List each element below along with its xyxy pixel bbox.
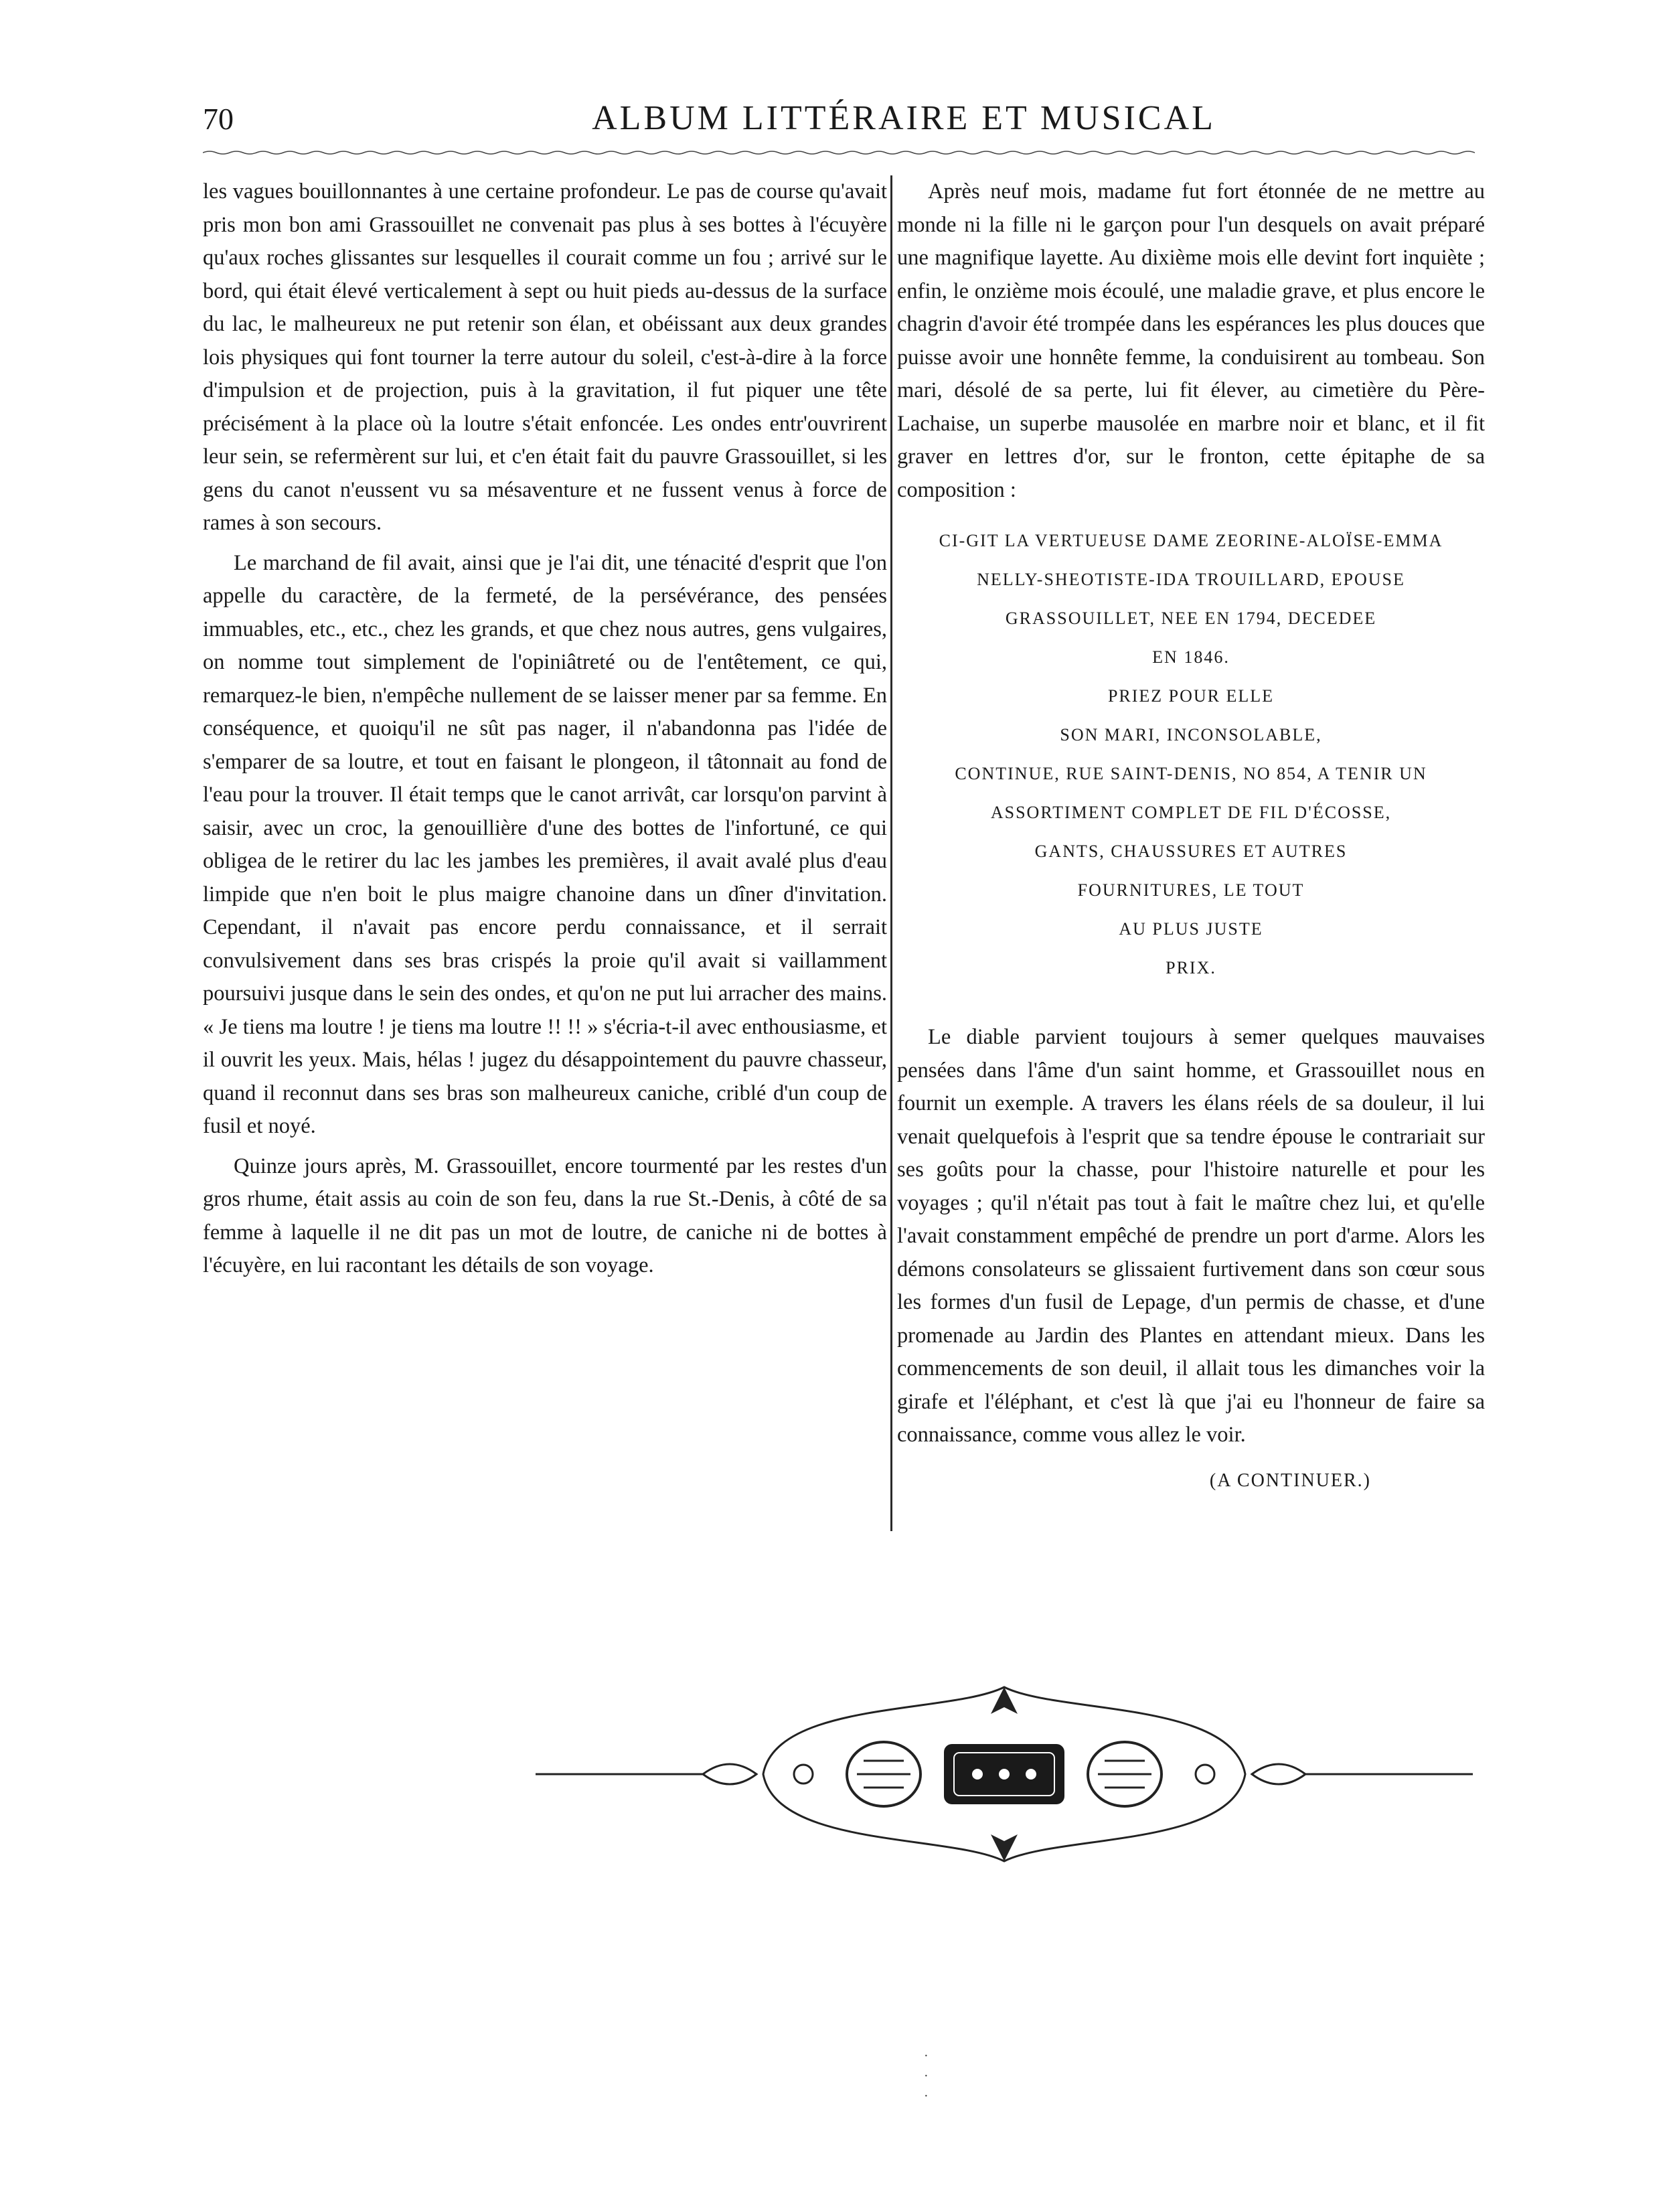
epitaph-line: PRIX. <box>1166 958 1216 977</box>
right-column <box>897 175 1485 1497</box>
epitaph-line: EN 1846. <box>1152 647 1230 667</box>
epitaph-line: CONTINUE, RUE SAINT-DENIS, NO 854, A TENIR UN <box>955 764 1427 783</box>
epitaph-line: GANTS, CHAUSSURES ET AUTRES <box>1034 842 1348 861</box>
epitaph <box>897 522 1485 988</box>
paragraph: Quinze jours après, M. Grassouillet, encore tourmenté par les restes d'un gros rhume, était assis au coin de son feu, dans la rue St.-Denis, à côté de sa femme à laquelle il ne dit pas un mot de loutre, de caniche ni de bottes à l'écuyère, en lui racontant les détails de son voyage. <box>203 1154 887 1277</box>
paragraph: Après neuf mois, madame fut fort étonnée de ne mettre au monde ni la fille ni le garçon pour l'un desquels on avait préparé une magnifique layette. Au dixième mois elle devint fort inquiète ; enfin, le onzième mois écoulé, une maladie grave, et plus encore le chagrin d'avoir été trompée dans les espérances les plus douces que puisse avoir une honnête femme, la conduisirent au tombeau. Son mari, désolé de sa perte, lui fit élever, au cimetière du Père-Lachaise, un superbe mausolée en marbre noir et blanc, et il fit graver en lettres d'or, sur le fronton, cette épitaphe de sa composition : <box>897 179 1485 502</box>
running-title: ALBUM LITTÉRAIRE ET MUSICAL <box>592 99 1216 137</box>
decorative-ornament-icon <box>536 1674 1473 1875</box>
epitaph-line: ASSORTIMENT COMPLET DE FIL D'ÉCOSSE, <box>990 803 1392 822</box>
print-speck: · <box>924 2089 929 2104</box>
print-speck: · <box>924 2069 929 2083</box>
paragraph: Le diable parvient toujours à semer quelques mauvaises pensées dans l'âme d'un saint homme, et Grassouillet nous en fournit un exemple. A travers les élans réels de sa douleur, il lui venait quelquefois à l'esprit que sa tendre épouse le contrariait sur ses goûts pour la chasse, pour l'histoire naturelle et pour les voyages ; qu'il n'était pas tout à fait le maître chez lui, et qu'elle l'avait constamment empêché de prendre un port d'arme. Alors les démons consolateurs se glissaient furtivement dans son cœur sous les formes d'un fusil de Lepage, d'un permis de chasse, et d'une promenade au Jardin des Plantes en attendant mieux. Dans les commencements de son deuil, il allait tous les dimanches voir la girafe et l'éléphant, et c'est là que j'ai eu l'honneur de faire sa connaissance, comme vous allez le voir. <box>897 1025 1485 1447</box>
to-be-continued: (A CONTINUER.) <box>1209 1470 1371 1491</box>
epitaph-line: GRASSOUILLET, NEE EN 1794, DECEDEE <box>1005 609 1377 628</box>
paragraph: les vagues bouillonnantes à une certaine profondeur. Le pas de course qu'avait pris mon bon ami Grassouillet ne convenait pas plus à ses bottes à l'écuyère qu'aux roches glissantes sur lesquelles il courait comme un fou ; arrivé sur le bord, qui était élevé verticalement à sept ou huit pieds au-dessus de la surface du lac, le malheureux ne put retenir son élan, et obéissant aux deux grandes lois physiques qui font tourner la terre autour du soleil, c'est-à-dire à la force d'impulsion et de projection, puis à la gravitation, il fut piquer une tête précisément à la place où la loutre s'était enfoncée. Les ondes entr'ouvrirent leur sein, se refermèrent sur lui, et c'en était fait du pauvre Grassouillet, si les gens du canot n'eussent vu sa mésaventure et ne fussent venus à force de rames à son secours. <box>203 179 887 535</box>
paragraph: Le marchand de fil avait, ainsi que je l'ai dit, une ténacité d'esprit que l'on appelle du caractère, de la fermeté, de la persévérance, des pensées immuables, etc., etc., chez les grands, et que chez nous autres, gens vulgaires, on nomme tout simplement de l'opiniâtreté ou de l'entêtement, ce qui, remarquez-le bien, n'empêche nullement de se laisser mener par sa femme. En conséquence, et quoiqu'il ne sût pas nager, il n'abandonna pas l'idée de s'emparer de sa loutre, et tout en faisant le plongeon, il tâtonnait au fond de l'eau pour la trouver. Il était temps que le canot arrivât, car lorsqu'on parvint à saisir, avec un croc, la genouillière d'une des bottes de l'infortuné, ce qui obligea de le retirer du lac les jambes les premières, il avait avalé plus d'eau limpide que n'en boit le plus maigre chanoine dans un dîner d'invitation. Cependant, il n'avait pas encore perdu connaissance, et il serrait convulsivement dans ses bras crispés la proie qu'il avait si vaillamment poursuivi jusque dans le sein des ondes, et qu'on ne put lui arracher des mains. « Je tiens ma loutre ! je tiens ma loutre !! !! » s'écria-t-il avec enthousiasme, et il ouvrit les yeux. Mais, hélas ! jugez du désappointement du pauvre chasseur, quand il reconnut dans ses bras son malheureux caniche, criblé d'un coup de fusil et noyé. <box>203 550 887 1138</box>
epitaph-line: CI-GIT LA VERTUEUSE DAME ZEORINE-ALOÏSE-EMMA <box>939 531 1443 550</box>
print-speck: · <box>924 2049 929 2063</box>
page-number: 70 <box>203 102 234 136</box>
epitaph-line: FOURNITURES, LE TOUT <box>1077 880 1305 900</box>
epitaph-line: SON MARI, INCONSOLABLE, <box>1060 725 1322 744</box>
epitaph-line: PRIEZ POUR ELLE <box>1107 686 1275 706</box>
epitaph-line: NELLY-SHEOTISTE-IDA TROUILLARD, EPOUSE <box>977 570 1405 589</box>
left-column <box>203 175 887 1289</box>
column-divider <box>890 175 892 1531</box>
header-rule <box>203 150 1475 155</box>
epitaph-line: AU PLUS JUSTE <box>1119 919 1263 939</box>
